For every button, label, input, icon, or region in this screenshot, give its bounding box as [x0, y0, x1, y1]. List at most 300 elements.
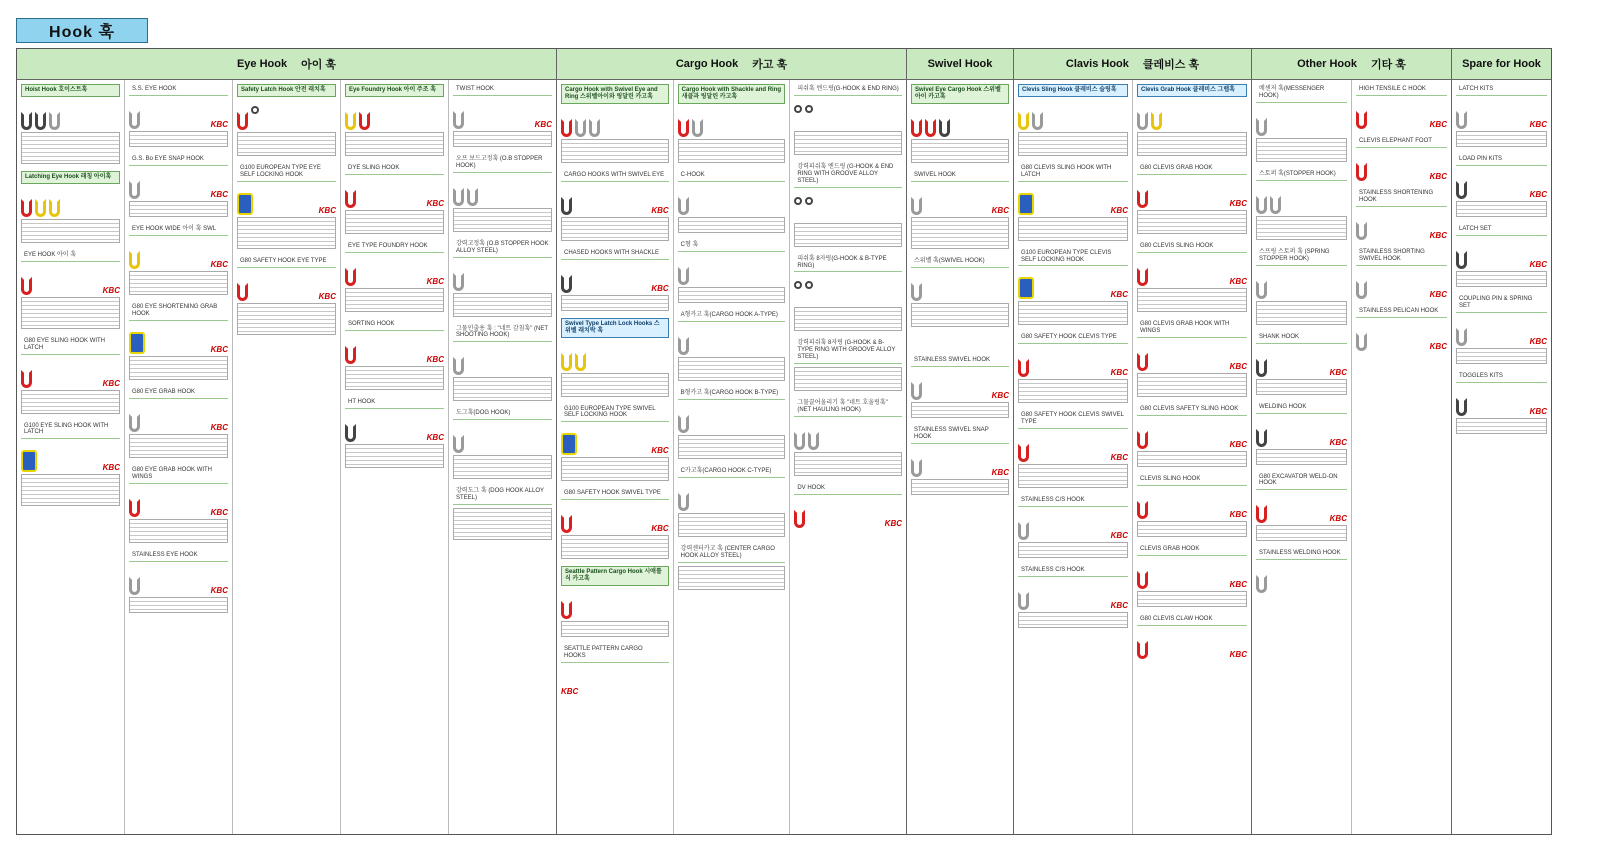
- catalog-card[interactable]: S.S. EYE HOOK KBC: [129, 84, 228, 147]
- hook-icon: [911, 119, 922, 137]
- catalog-card[interactable]: LATCH SET KBC: [1456, 224, 1547, 287]
- hook-icon: [678, 197, 689, 215]
- spring-icon: [1456, 328, 1467, 346]
- hook-icon: [1256, 118, 1267, 136]
- brand-logo: KBC: [1229, 579, 1247, 589]
- hook-icon: [575, 353, 586, 371]
- catalog-card[interactable]: 그물인출용 훅 : "네트 감침훅" (NET SHOOTING HOOK): [453, 324, 552, 402]
- catalog-card[interactable]: G100 EYE SLING HOOK WITH LATCH KBC: [21, 421, 120, 507]
- hook-icon: [561, 433, 577, 455]
- hook-icon: [1356, 111, 1367, 129]
- hook-icon: [1137, 353, 1148, 371]
- section-title-en: Cargo Hook: [675, 58, 739, 70]
- brand-logo: KBC: [1229, 509, 1247, 519]
- spec-table: [1137, 451, 1247, 467]
- hook-icon: [453, 188, 464, 206]
- brand-logo: KBC: [651, 524, 669, 534]
- latch-icon: [1456, 251, 1467, 269]
- hook-icon: [1137, 641, 1148, 659]
- catalog-card[interactable]: Clevis Sling Hook 클레비스 슬링훅: [1018, 84, 1128, 156]
- catalog-card[interactable]: EYE HOOK WIDE 아이 훅 SWL KBC: [129, 224, 228, 295]
- hook-icon: [345, 190, 356, 208]
- hook-icon: [345, 346, 356, 364]
- catalog-card[interactable]: Swivel Eye Cargo Hook 스위벨 아이 카고훅: [911, 84, 1009, 163]
- brand-logo: KBC: [1529, 120, 1547, 129]
- brand-logo: KBC: [426, 198, 444, 208]
- brand-logo: KBC: [210, 120, 228, 129]
- brand-logo: KBC: [1329, 514, 1347, 524]
- catalog-card[interactable]: CHASED HOOKS WITH SHACKLE KBC: [561, 248, 669, 311]
- spec-table: [1456, 418, 1547, 434]
- section-header: [557, 49, 906, 80]
- hook-icon: [939, 119, 950, 137]
- hook-icon: [1018, 592, 1029, 610]
- section-title-ko: 기타 훅: [1370, 59, 1406, 71]
- catalog-card[interactable]: STAINLESS SWIVEL SNAP HOOK KBC: [911, 425, 1009, 495]
- catalog-card[interactable]: 스위벨 훅(SWIVEL HOOK): [911, 256, 1009, 327]
- catalog-card[interactable]: STAINLESS SWIVEL HOOK KBC: [911, 355, 1009, 418]
- section-other-hook: [1252, 49, 1452, 834]
- spec-table: [1018, 612, 1128, 628]
- catalog-card[interactable]: SHANK HOOK KBC: [1256, 332, 1347, 395]
- brand-logo: KBC: [210, 422, 228, 432]
- catalog-card[interactable]: TWIST HOOK KBC: [453, 84, 552, 147]
- catalog-card[interactable]: 강력고정훅 (O.B STOPPER HOOK ALLOY STEEL): [453, 239, 552, 317]
- spec-table: [561, 373, 669, 397]
- hook-icon: [692, 119, 703, 137]
- spec-table: [345, 444, 444, 468]
- catalog-card[interactable]: TOGGLES KITS KBC: [1456, 371, 1547, 434]
- spec-table: [21, 474, 120, 506]
- catalog-card[interactable]: G80 EYE GRAB HOOK WITH WINGS KBC: [129, 465, 228, 543]
- spec-table: [794, 367, 902, 391]
- brand-logo: KBC: [1329, 367, 1347, 377]
- catalog-card[interactable]: 스프링 스토퍼 훅 (SPRING STOPPER HOOK): [1256, 247, 1347, 325]
- catalog-card[interactable]: STAINLESS C/S HOOK KBC: [1018, 565, 1128, 628]
- catalog-card[interactable]: Safety Latch Hook 안전 래치훅: [237, 84, 336, 156]
- catalog-card[interactable]: C형 훅: [678, 240, 786, 303]
- section-header: [17, 49, 556, 80]
- ring-icon: [805, 281, 813, 289]
- hook-icon: [1137, 190, 1148, 208]
- hook-icon: [911, 283, 922, 301]
- spec-table: [1137, 373, 1247, 397]
- hook-icon: [129, 251, 140, 269]
- catalog-card[interactable]: Swivel Type Latch Lock Hooks 스위벨 래치락 훅: [561, 318, 669, 397]
- brand-logo: KBC: [1110, 290, 1128, 300]
- hook-icon: [1018, 522, 1029, 540]
- brand-logo: KBC: [1429, 289, 1447, 299]
- spec-table: [345, 288, 444, 312]
- brand-logo: KBC: [210, 344, 228, 354]
- catalog-card[interactable]: G80 EXCAVATOR WELD-ON HOOK KBC: [1256, 472, 1347, 542]
- spec-table: [678, 217, 786, 233]
- spec-table: [345, 132, 444, 156]
- catalog-card[interactable]: G100 EUROPEAN TYPE CLEVIS SELF LOCKING HOOK KBC: [1018, 248, 1128, 326]
- catalog-card[interactable]: STAINLESS WELDING HOOK: [1256, 548, 1347, 593]
- hook-icon: [1256, 429, 1267, 447]
- hook-icon: [21, 277, 32, 295]
- section-clevis-hook: [1014, 49, 1252, 834]
- hook-icon: [1137, 571, 1148, 589]
- toggle-icon: [1456, 398, 1467, 416]
- spec-table: [1456, 201, 1547, 217]
- spec-table: [1137, 591, 1247, 607]
- spec-table: [1456, 348, 1547, 364]
- catalog-card[interactable]: 스토퍼 훅(STOPPER HOOK): [1256, 169, 1347, 240]
- hook-icon: [911, 197, 922, 215]
- hook-icon: [1356, 333, 1367, 351]
- spec-table: [1018, 542, 1128, 558]
- brand-logo: KBC: [426, 354, 444, 364]
- spec-table: [1018, 301, 1128, 325]
- hook-icon: [1032, 112, 1043, 130]
- catalog-card[interactable]: STAINLESS PELICAN HOOK KBC: [1356, 306, 1447, 351]
- catalog-card[interactable]: EYE HOOK 아이 훅 KBC: [21, 250, 120, 329]
- section-eye-hook: [17, 49, 557, 834]
- brand-logo: KBC: [1110, 601, 1128, 611]
- spec-table: [678, 566, 786, 590]
- brand-logo: KBC: [1229, 439, 1247, 449]
- spec-table: [129, 201, 228, 217]
- hook-icon: [1356, 222, 1367, 240]
- catalog-card[interactable]: CLEVIS ELEPHANT FOOT KBC: [1356, 136, 1447, 181]
- pin-icon: [1456, 181, 1467, 199]
- hook-icon: [129, 111, 140, 129]
- brand-logo: KBC: [210, 585, 228, 595]
- hook-icon: [345, 424, 356, 442]
- catalog-card[interactable]: CLEVIS SLING HOOK KBC: [1137, 474, 1247, 537]
- brand-logo: KBC: [1229, 198, 1247, 208]
- brand-logo: KBC: [651, 446, 669, 456]
- brand-logo: KBC: [426, 276, 444, 286]
- spec-table: [911, 139, 1009, 163]
- catalog-card[interactable]: EYE TYPE FOUNDRY HOOK KBC: [345, 241, 444, 312]
- hook-icon: [345, 112, 356, 130]
- spec-table: [1256, 379, 1347, 395]
- hook-icon: [561, 353, 572, 371]
- catalog-card[interactable]: HT HOOK KBC: [345, 397, 444, 468]
- hook-icon: [49, 112, 60, 130]
- brand-logo: KBC: [1429, 172, 1447, 181]
- catalog-card[interactable]: G80 CLEVIS SLING HOOK WITH LATCH KBC: [1018, 163, 1128, 241]
- catalog-board: [16, 48, 1552, 835]
- spec-table: [237, 132, 336, 156]
- catalog-card[interactable]: LATCH KITS KBC: [1456, 84, 1547, 147]
- ring-icon: [805, 197, 813, 205]
- hook-icon: [453, 357, 464, 375]
- spec-table: [1137, 210, 1247, 234]
- page-title: Hook 훅: [16, 18, 148, 43]
- hook-icon: [911, 459, 922, 477]
- catalog-card[interactable]: 그물끌어올리기 훅 "네트 호울링훅" (NET HAULING HOOK): [794, 398, 902, 476]
- catalog-card[interactable]: G80 EYE GRAB HOOK KBC: [129, 387, 228, 458]
- brand-logo: KBC: [1529, 190, 1547, 199]
- section-swivel-hook: [907, 49, 1014, 834]
- catalog-card[interactable]: 도그훅(DOG HOOK): [453, 408, 552, 479]
- catalog-card[interactable]: 피쉬훅 엔드링(G-HOOK & END RING): [794, 84, 902, 155]
- catalog-card[interactable]: G100 EUROPEAN TYPE EYE SELF LOCKING HOOK KBC: [237, 163, 336, 249]
- hook-icon: [467, 188, 478, 206]
- spec-table: [911, 217, 1009, 249]
- hook-icon: [678, 119, 689, 137]
- catalog-card[interactable]: 강력피쉬훅 8자링 (G-HOOK & B-TYPE RING WITH GROOVE ALLOY STEEL): [794, 338, 902, 391]
- section-title-en: Swivel Hook: [927, 58, 993, 70]
- catalog-card[interactable]: SEATTLE PATTERN CARGO HOOKS KBC: [561, 644, 669, 696]
- catalog-card[interactable]: STAINLESS SHORTENING HOOK KBC: [1356, 188, 1447, 240]
- catalog-card[interactable]: 피쉬훅 8자링(G-HOOK & B-TYPE RING): [794, 254, 902, 332]
- hook-icon: [678, 493, 689, 511]
- hook-icon: [589, 119, 600, 137]
- hook-icon: [561, 119, 572, 137]
- hook-icon: [678, 337, 689, 355]
- spec-table: [1256, 449, 1347, 465]
- hook-icon: [129, 577, 140, 595]
- catalog-card[interactable]: SWIVEL HOOK KBC: [911, 170, 1009, 249]
- spec-table: [561, 217, 669, 241]
- section-header: [1014, 49, 1251, 80]
- latch-icon: [251, 106, 259, 114]
- section-header: [1252, 49, 1451, 80]
- spec-table: [453, 208, 552, 232]
- brand-logo: KBC: [991, 467, 1009, 477]
- brand-logo: KBC: [1110, 531, 1128, 541]
- catalog-card[interactable]: B형카고 훅(CARGO HOOK B-TYPE): [678, 388, 786, 459]
- section-title-en: Spare for Hook: [1462, 58, 1541, 70]
- brand-logo: KBC: [651, 205, 669, 215]
- spec-table: [1256, 301, 1347, 325]
- brand-logo: KBC: [1529, 260, 1547, 269]
- catalog-card[interactable]: Eye Foundry Hook 아이 주조 훅: [345, 84, 444, 156]
- catalog-card[interactable]: G.S. Bo EYE SNAP HOOK KBC: [129, 154, 228, 217]
- spec-table: [1256, 525, 1347, 541]
- hook-icon: [1256, 196, 1267, 214]
- catalog-card[interactable]: G80 CLEVIS SLING HOOK KBC: [1137, 241, 1247, 312]
- hook-icon: [453, 273, 464, 291]
- catalog-card[interactable]: C카고훅(CARGO HOOK C-TYPE): [678, 466, 786, 537]
- spec-table: [453, 293, 552, 317]
- spec-table: [794, 223, 902, 247]
- hook-icon: [237, 283, 248, 301]
- catalog-card[interactable]: Cargo Hook with Swivel Eye and Ring 스위벨아이와 링달린 카고훅: [561, 84, 669, 163]
- spec-table: [129, 434, 228, 458]
- brand-logo: KBC: [1229, 361, 1247, 371]
- spec-table: [1137, 521, 1247, 537]
- brand-logo: KBC: [318, 291, 336, 301]
- spec-table: [794, 452, 902, 476]
- catalog-card[interactable]: Clevis Grab Hook 클레비스 그랩훅: [1137, 84, 1247, 156]
- brand-logo: KBC: [102, 463, 120, 473]
- hook-icon: [35, 112, 46, 130]
- spec-table: [453, 508, 552, 540]
- hook-icon: [1018, 359, 1029, 377]
- latch-icon: [1456, 111, 1467, 129]
- section-title-ko: 아이 훅: [301, 59, 337, 71]
- ring-icon: [794, 197, 802, 205]
- catalog-card[interactable]: G80 SAFETY HOOK CLEVIS SWIVEL TYPE KBC: [1018, 410, 1128, 488]
- catalog-card[interactable]: G80 SAFETY HOOK CLEVIS TYPE KBC: [1018, 332, 1128, 403]
- hook-icon: [1256, 281, 1267, 299]
- section-header: [1452, 49, 1551, 80]
- catalog-card[interactable]: G100 EUROPEAN TYPE SWIVEL SELF LOCKING HOOK KBC: [561, 404, 669, 482]
- hook-icon: [678, 267, 689, 285]
- spec-table: [1256, 216, 1347, 240]
- section-title-en: Other Hook: [1297, 58, 1357, 70]
- hook-icon: [49, 199, 60, 217]
- spec-table: [911, 402, 1009, 418]
- hook-icon: [575, 119, 586, 137]
- brand-logo: KBC: [651, 283, 669, 293]
- spec-table: [1018, 217, 1128, 241]
- hook-icon: [237, 193, 253, 215]
- catalog-card[interactable]: LOAD PIN KITS KBC: [1456, 154, 1547, 217]
- brand-logo: KBC: [991, 205, 1009, 215]
- spec-table: [21, 390, 120, 414]
- catalog-card[interactable]: 강력도그 훅 (DOG HOOK ALLOY STEEL): [453, 486, 552, 540]
- hook-icon: [1018, 277, 1034, 299]
- hook-icon: [359, 112, 370, 130]
- catalog-card[interactable]: Hoist Hook 호이스트훅: [21, 84, 120, 164]
- spec-table: [794, 307, 902, 331]
- catalog-card[interactable]: DV HOOK KBC: [794, 483, 902, 528]
- hook-icon: [1137, 268, 1148, 286]
- section-cargo-hook: [557, 49, 907, 834]
- spec-table: [561, 621, 669, 637]
- brand-logo: KBC: [1429, 230, 1447, 240]
- brand-logo: KBC: [534, 120, 552, 129]
- hook-icon: [1018, 444, 1029, 462]
- catalog-card[interactable]: HIGH TENSILE C HOOK KBC: [1356, 84, 1447, 129]
- spec-table: [911, 303, 1009, 327]
- hook-icon: [1356, 163, 1367, 181]
- hook-icon: [21, 370, 32, 388]
- catalog-card[interactable]: Seattle Pattern Cargo Hook 시애틀식 카고훅: [561, 566, 669, 637]
- spec-table: [21, 219, 120, 243]
- hook-icon: [925, 119, 936, 137]
- brand-logo: KBC: [1229, 276, 1247, 286]
- spec-table: [129, 271, 228, 295]
- hook-icon: [237, 112, 248, 130]
- spec-table: [21, 132, 120, 164]
- catalog-card[interactable]: G80 SAFETY HOOK SWIVEL TYPE KBC: [561, 488, 669, 559]
- hook-icon: [678, 415, 689, 433]
- spec-table: [561, 457, 669, 481]
- ring-icon: [805, 105, 813, 113]
- catalog-card[interactable]: A형카고 훅(CARGO HOOK A-TYPE): [678, 310, 786, 381]
- catalog-card[interactable]: G80 CLEVIS GRAB HOOK WITH WINGS KBC: [1137, 319, 1247, 397]
- brand-logo: KBC: [1529, 336, 1547, 346]
- hook-icon: [129, 332, 145, 354]
- hook-icon: [1256, 575, 1267, 593]
- hook-icon: [35, 199, 46, 217]
- section-header: [907, 49, 1013, 80]
- section-title-ko: 카고 훅: [752, 59, 788, 71]
- brand-logo: KBC: [210, 260, 228, 269]
- spec-table: [678, 139, 786, 163]
- spec-table: [911, 479, 1009, 495]
- spec-table: [561, 139, 669, 163]
- hook-icon: [345, 268, 356, 286]
- spec-table: [1137, 132, 1247, 156]
- brand-logo: KBC: [210, 190, 228, 199]
- hook-icon: [21, 199, 32, 217]
- catalog-card[interactable]: Cargo Hook with Shackle and Ring 새클과 링달린 카고훅: [678, 84, 786, 163]
- spec-table: [678, 287, 786, 303]
- catalog-card[interactable]: DYE SLING HOOK KBC: [345, 163, 444, 234]
- brand-logo: KBC: [426, 432, 444, 442]
- ring-icon: [794, 105, 802, 113]
- section-title-ko: 클레비스 훅: [1142, 59, 1200, 71]
- catalog-card[interactable]: 오프 보드고정훅 (O.B STOPPER HOOK): [453, 154, 552, 232]
- spec-table: [453, 455, 552, 479]
- catalog-card[interactable]: WELDING HOOK KBC: [1256, 402, 1347, 465]
- spec-table: [678, 357, 786, 381]
- hook-icon: [561, 601, 572, 619]
- catalog-card[interactable]: STAINLESS SHORTING SWIVEL HOOK KBC: [1356, 247, 1447, 299]
- catalog-card[interactable]: Latching Eye Hook 래칭 아이훅: [21, 171, 120, 243]
- brand-logo: KBC: [1110, 368, 1128, 378]
- hook-icon: [1256, 359, 1267, 377]
- spec-table: [1018, 379, 1128, 403]
- spec-table: [561, 295, 669, 311]
- section-title-en: Eye Hook: [236, 58, 288, 70]
- catalog-card[interactable]: CARGO HOOKS WITH SWIVEL EYE KBC: [561, 170, 669, 241]
- catalog-card[interactable]: G80 EYE SLING HOOK WITH LATCH KBC: [21, 336, 120, 414]
- hook-icon: [794, 510, 805, 528]
- hook-icon: [1137, 431, 1148, 449]
- brand-logo: KBC: [102, 285, 120, 295]
- catalog-card[interactable]: 강력센터카고 훅 (CENTER CARGO HOOK ALLOY STEEL): [678, 544, 786, 590]
- catalog-card[interactable]: 메센저 훅(MESSENGER HOOK): [1256, 84, 1347, 162]
- hook-icon: [1018, 112, 1029, 130]
- spec-table: [1256, 138, 1347, 162]
- brand-logo: KBC: [1329, 437, 1347, 447]
- catalog-card[interactable]: STAINLESS EYE HOOK KBC: [129, 550, 228, 613]
- spec-table: [237, 217, 336, 249]
- hook-icon: [561, 197, 572, 215]
- spec-table: [1456, 271, 1547, 287]
- brand-logo: KBC: [884, 518, 903, 528]
- spec-table: [237, 303, 336, 335]
- hook-icon: [453, 111, 464, 129]
- section-spare-for-hook: [1452, 49, 1551, 834]
- hook-icon: [1137, 112, 1148, 130]
- catalog-card[interactable]: CLEVIS GRAB HOOK KBC: [1137, 544, 1247, 607]
- catalog-card[interactable]: G80 CLEVIS GRAB HOOK KBC: [1137, 163, 1247, 234]
- spec-table: [129, 356, 228, 380]
- hook-icon: [1151, 112, 1162, 130]
- spec-table: [345, 210, 444, 234]
- catalog-card[interactable]: SORTING HOOK KBC: [345, 319, 444, 390]
- hook-icon: [911, 382, 922, 400]
- spec-table: [1018, 132, 1128, 156]
- catalog-card[interactable]: G80 EYE SHORTENING GRAB HOOK KBC: [129, 302, 228, 380]
- catalog-card[interactable]: G80 CLEVIS CLAW HOOK KBC: [1137, 614, 1247, 659]
- brand-logo: KBC: [318, 205, 336, 215]
- catalog-card[interactable]: STAINLESS C/S HOOK KBC: [1018, 495, 1128, 558]
- hook-icon: [561, 275, 572, 293]
- catalog-card[interactable]: C-HOOK: [678, 170, 786, 233]
- catalog-card[interactable]: 강력피쉬훅 엔드링 (G-HOOK & END RING WITH GROOVE ALLOY STEEL): [794, 162, 902, 247]
- brand-logo: KBC: [102, 378, 120, 388]
- catalog-card[interactable]: G80 CLEVIS SAFETY SLING HOOK KBC: [1137, 404, 1247, 467]
- catalog-card[interactable]: G80 SAFETY HOOK EYE TYPE KBC: [237, 256, 336, 335]
- catalog-card[interactable]: COUPLING PIN & SPRING SET KBC: [1456, 294, 1547, 364]
- hook-icon: [808, 432, 819, 450]
- spec-table: [129, 519, 228, 543]
- hook-icon: [1270, 196, 1281, 214]
- spec-table: [794, 131, 902, 155]
